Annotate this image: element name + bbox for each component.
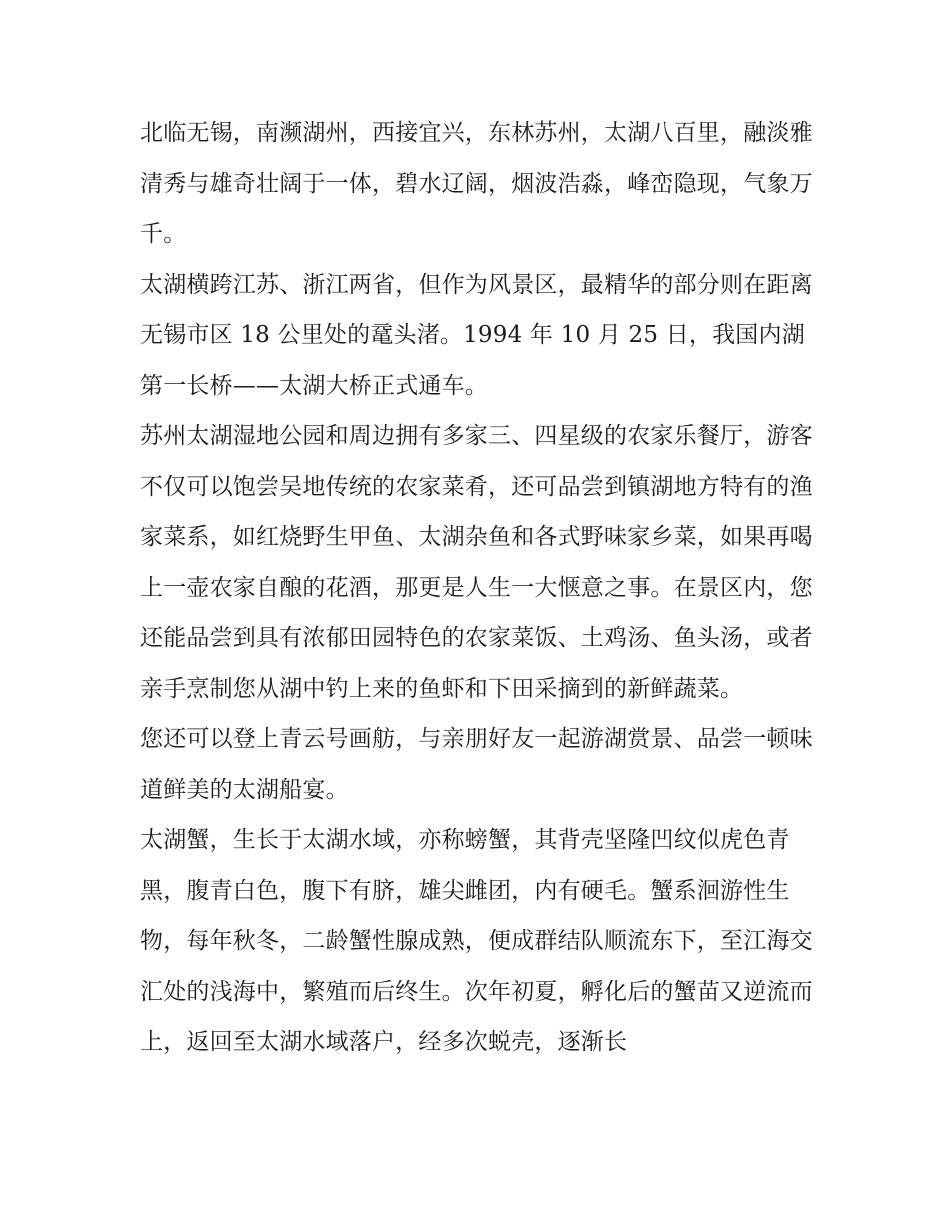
paragraph-taihu-bridge: 太湖横跨江苏、浙江两省，但作为风景区，最精华的部分则在距离无锡市区 18 公里处的鼋头渚。1994 年 10 月 25 日，我国内湖第一长桥——太湖大桥正式通车。	[140, 271, 813, 399]
document-page	[140, 108, 815, 1068]
paragraph-taihu-crab: 太湖蟹，生长于太湖水域，亦称螃蟹，其背壳坚隆凹纹似虎色青黑，腹青白色，腹下有脐，雄尖雌团，内有硬毛。蟹系洄游性生物，每年秋冬，二龄蟹性腺成熟，便成群结队顺流东下，至江海交汇处的浅海中，繁殖而后终生。次年初夏，孵化后的蟹苗又逆流而上，返回至太湖水域落户，经多次蜕壳，逐渐长	[140, 827, 813, 1055]
paragraph-boat-banquet: 您还可以登上青云号画舫，与亲朋好友一起游湖赏景、品尝一顿味道鲜美的太湖船宴。	[140, 726, 813, 803]
paragraph-farm-restaurants: 苏州太湖湿地公园和周边拥有多家三、四星级的农家乐餐厅，游客不仅可以饱尝吴地传统的农家菜肴，还可品尝到镇湖地方特有的渔家菜系，如红烧野生甲鱼、太湖杂鱼和各式野味家乡菜，如果再喝上一壶农家自酿的花酒，那更是人生一大惬意之事。在景区内，您还能品尝到具有浓郁田园特色的农家菜饭、土鸡汤、鱼头汤，或者亲手烹制您从湖中钓上来的鱼虾和下田采摘到的新鲜蔬菜。	[140, 423, 813, 702]
paragraph-taihu-location: 北临无锡，南濒湖州，西接宜兴，东林苏州，太湖八百里，融淡雅清秀与雄奇壮阔于一体，碧水辽阔，烟波浩淼，峰峦隐现，气象万千。	[140, 120, 813, 247]
